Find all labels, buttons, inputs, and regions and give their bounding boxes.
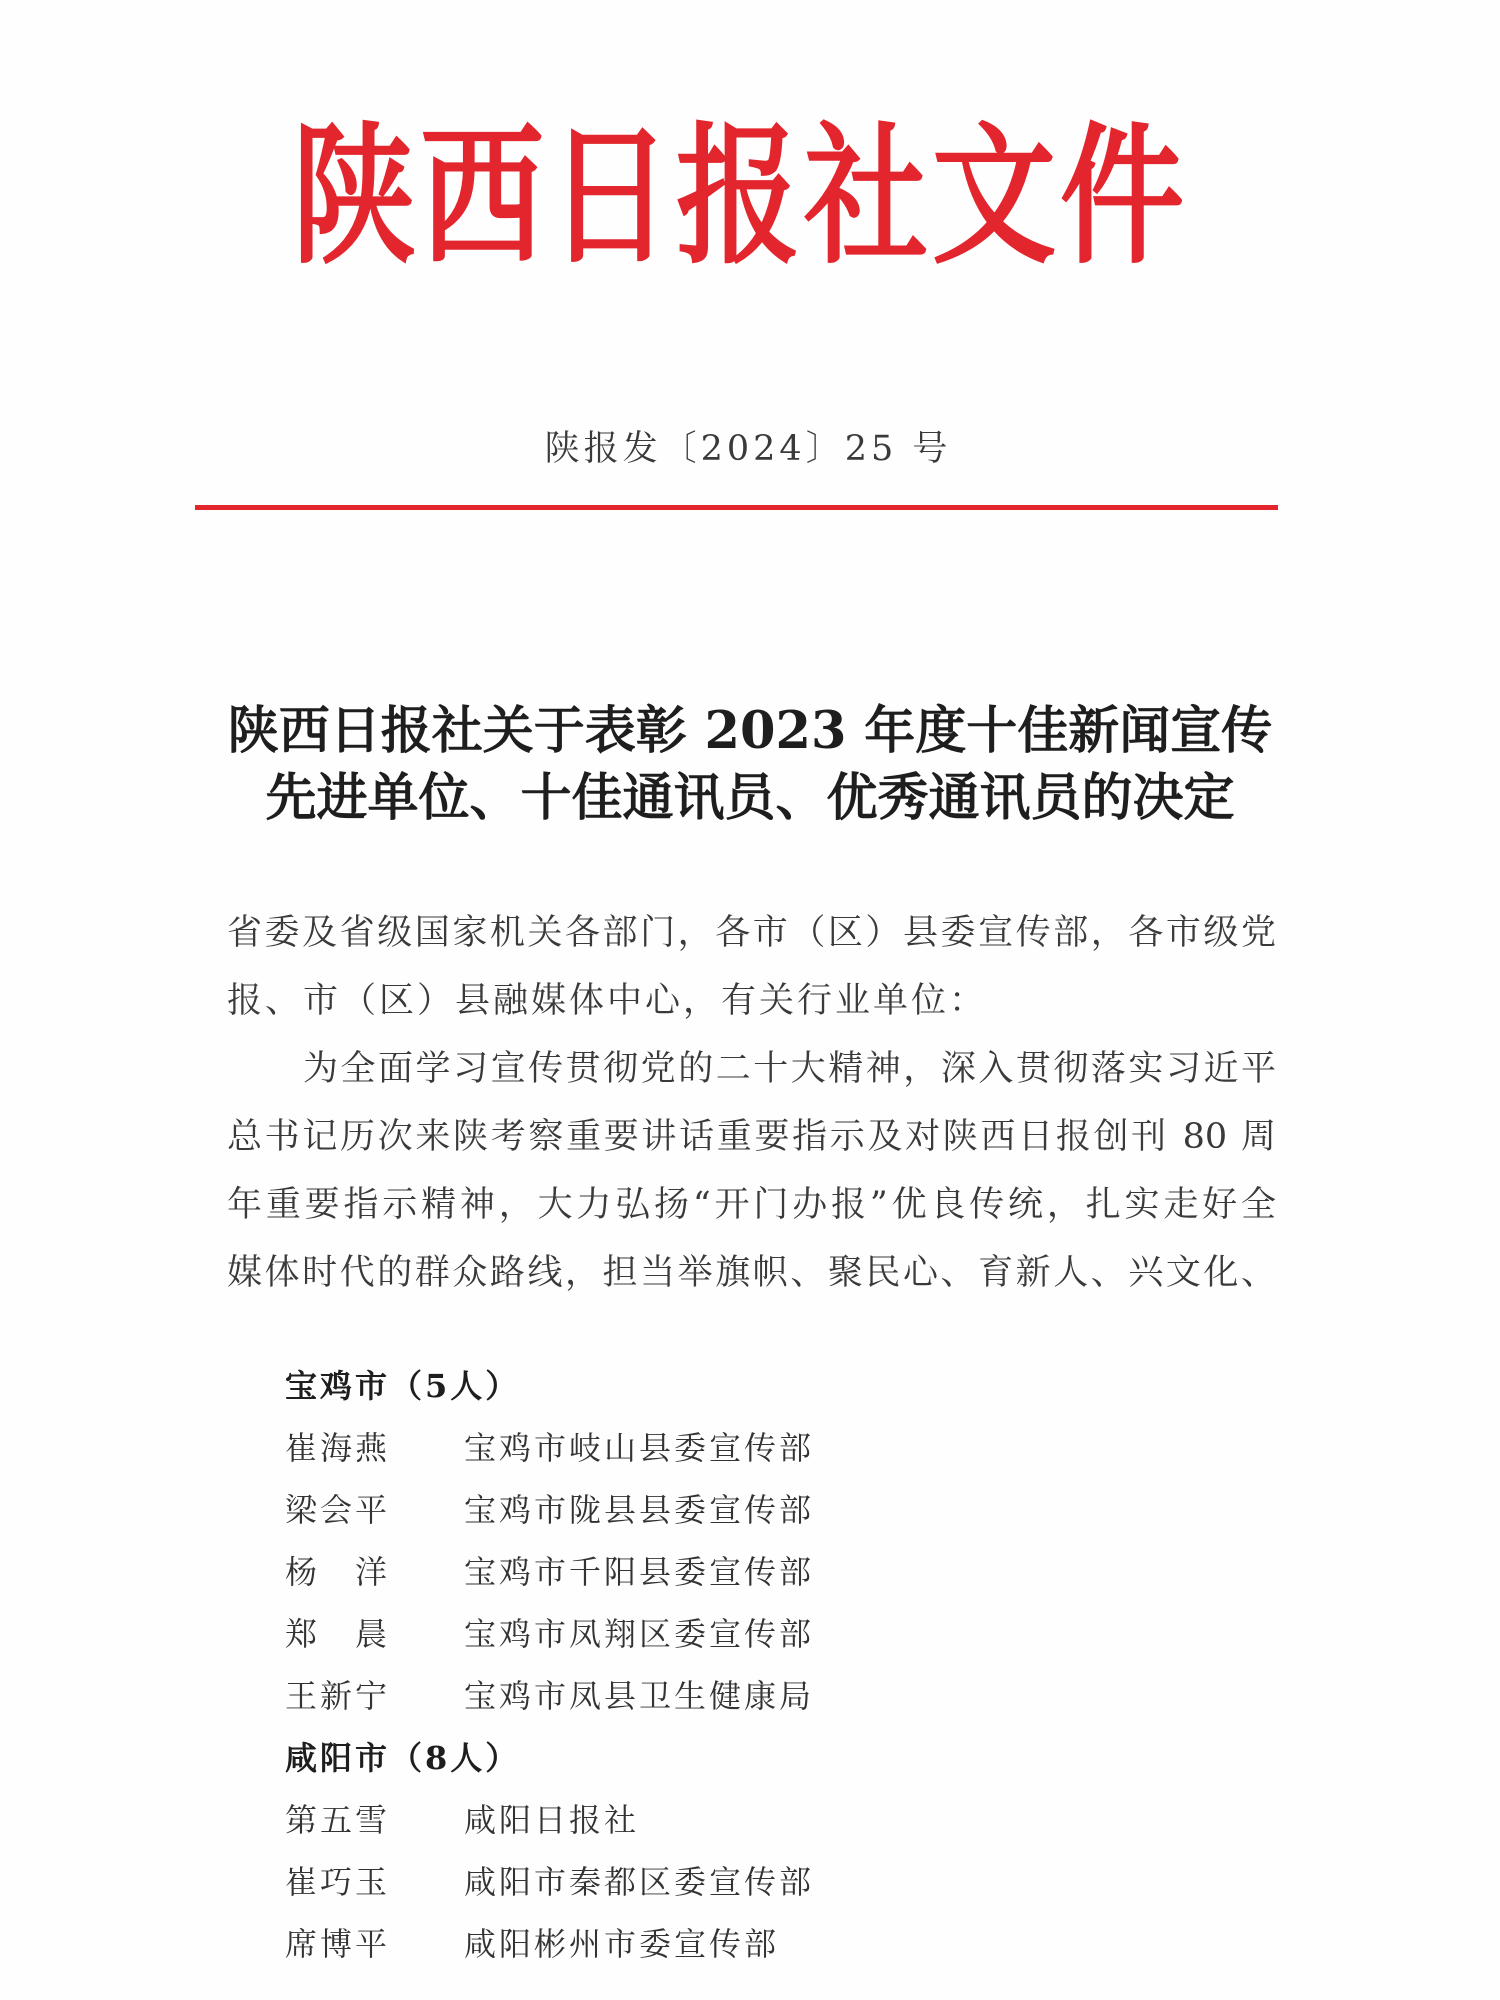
decision-title-line: 陕西日报社关于表彰 2023 年度十佳新闻宣传 xyxy=(227,701,1273,761)
list-item xyxy=(285,1603,1185,1665)
decision-title xyxy=(200,698,1300,832)
member-unit: 宝鸡市岐山县委宣传部 xyxy=(464,1429,815,1467)
member-name: 郑 晨 xyxy=(285,1615,391,1653)
member-name: 王新宁 xyxy=(285,1677,391,1715)
decision-title-line: 先进单位、十佳通讯员、优秀通讯员的决定 xyxy=(265,768,1235,828)
member-name: 席博平 xyxy=(285,1925,391,1963)
member-name: 第五雪 xyxy=(285,1801,391,1839)
group-heading-xianyang: 咸阳市（8人） xyxy=(285,1739,521,1777)
list-item xyxy=(285,1913,1185,1975)
list-item xyxy=(285,1665,1185,1727)
document-masthead: 陕西日报社文件 xyxy=(291,108,1188,286)
member-name: 梁会平 xyxy=(285,1491,391,1529)
member-unit: 咸阳日报社 xyxy=(464,1801,640,1839)
body-line: 总书记历次来陕考察重要讲话重要指示及对陕西日报创刊 80 周 xyxy=(227,1117,1276,1157)
member-unit: 咸阳市秦都区委宣传部 xyxy=(464,1863,815,1901)
group-heading-baoji: 宝鸡市（5人） xyxy=(285,1367,521,1405)
list-item xyxy=(285,1479,1185,1541)
member-unit: 咸阳彬州市委宣传部 xyxy=(464,1925,780,1963)
honoree-list xyxy=(285,1355,1185,1975)
body-line: 媒体时代的群众路线，担当举旗帜、聚民心、育新人、兴文化、 xyxy=(227,1253,1276,1293)
member-unit: 宝鸡市凤县卫生健康局 xyxy=(464,1677,815,1715)
body-line: 省委及省级国家机关各部门，各市（区）县委宣传部，各市级党 xyxy=(227,913,1276,953)
list-item xyxy=(285,1789,1185,1851)
red-divider-line xyxy=(195,505,1278,510)
member-unit: 宝鸡市陇县县委宣传部 xyxy=(464,1491,815,1529)
list-item xyxy=(285,1541,1185,1603)
list-item xyxy=(285,1417,1185,1479)
body-line: 报、市（区）县融媒体中心，有关行业单位： xyxy=(227,981,988,1021)
member-name: 崔巧玉 xyxy=(285,1863,391,1901)
member-name: 杨 洋 xyxy=(285,1553,391,1591)
member-name: 崔海燕 xyxy=(285,1429,391,1467)
body-text xyxy=(227,899,1276,1307)
member-unit: 宝鸡市凤翔区委宣传部 xyxy=(464,1615,815,1653)
document-number: 陕报发〔2024〕25 号 xyxy=(544,429,952,469)
body-line: 为全面学习宣传贯彻党的二十大精神，深入贯彻落实习近平 xyxy=(303,1049,1276,1089)
body-line: 年重要指示精神，大力弘扬“开门办报”优良传统，扎实走好全 xyxy=(227,1185,1276,1225)
list-item xyxy=(285,1851,1185,1913)
member-unit: 宝鸡市千阳县委宣传部 xyxy=(464,1553,815,1591)
